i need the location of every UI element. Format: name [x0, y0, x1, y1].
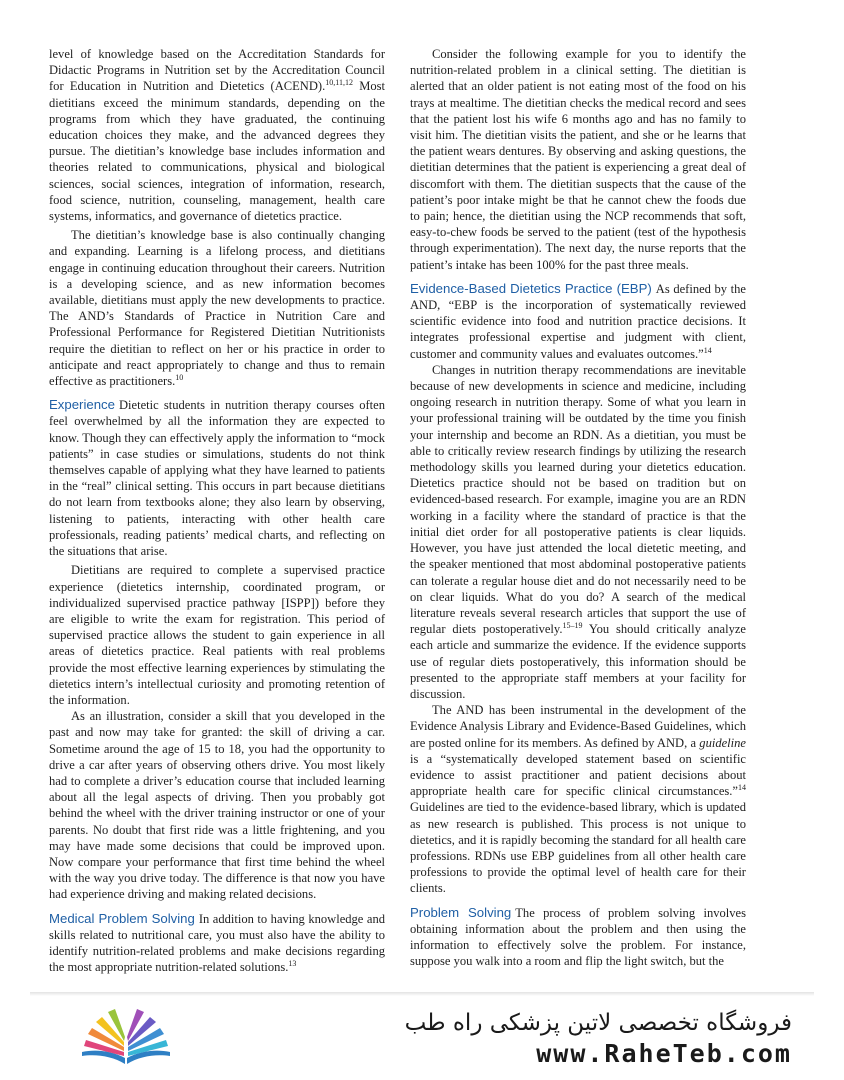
shop-banner — [0, 992, 844, 1080]
right-column — [410, 46, 746, 969]
paragraph-text: As defined by the AND, “EBP is the incorporation of systematically reviewed scientific evidence into food and nutrition practice decisions. It integrates professional expertise and judgment with client, customer and community values and evaluates outcomes.” — [410, 281, 746, 361]
citation-superscript: 10,11,12 — [325, 78, 353, 88]
citation-superscript: 13 — [288, 959, 297, 969]
paragraph-experience — [49, 397, 385, 559]
paragraph-knowledge-base — [49, 227, 385, 389]
left-column — [49, 46, 385, 975]
section-heading-ebp: Evidence-Based Dietetics Practice (EBP) — [410, 280, 652, 296]
emphasized-term: guideline — [699, 735, 746, 750]
paragraph-medical-problem-solving — [49, 911, 385, 976]
paragraph-text: Consider the following example for you to identify the nutrition-related problem in a clinical setting. The dietitian is alerted that an older patient is not eating most of the food on his trays at mealtime. The dietitian checks the medical record and sees that the patient lost his wife 6 months ago and has no family to visit him. The dietitian visits the patient, and she or he learns that the patient wears dentures. By observing and asking questions, the dietitian determines that the patient is experiencing a great deal of discomfort with them. The dietitian suspects that the cause of the patient’s poor intake might be that he cannot chew the foods due to pain; hence, the dietitian using the NCP recommends that soft, easy-to-chew foods be served to the patient (test of the hypothesis through experimentation). The next day, the nurse reports that the patient’s intake has been 100% for the past three meals. — [410, 47, 746, 272]
paragraph-evidence-library — [410, 702, 746, 896]
paragraph-text: Changes in nutrition therapy recommendations are inevitable because of new developments in science and medicine, including ongoing research in nutrition therapy. Some of what you learn in your professional training will be outdated by the time you finish your internship and become an RDN. As a dietitian, you must be able to critically review research findings by utilizing the research methodology skills you learned during your dietetics education. Dietetics practice should not be based on tradition but on evidenced-based research. For example, imagine you are an RDN working in a facility where the standard of practice is that the initial diet order for all postoperative patients is clear liquids. However, you have just attended the local dietetic meeting, and the speaker mentioned that most abdominal postoperative patients can tolerate a regular house diet and do not necessarily need to be on clear liquids. What do you do? A search of the medical literature reveals several research articles that support the use of regular diets postoperatively. — [410, 362, 746, 637]
citation-superscript: 14 — [703, 345, 712, 355]
citation-superscript: 10 — [175, 373, 184, 383]
paragraph-text: The dietitian’s knowledge base is also continually changing and expanding. Learning is a lifelong process, and dietitians engage in continuing education throughout their careers. Nutrition is a developing science, and as new information becomes available, dietitians must apply the new developments to practice. The AND’s Standards of Practice in Nutrition Care and Professional Performance for Registered Dietitian Nutritionists require the dietitian to reflect on her or his practice in order to anticipate and react appropriately to change and thus to remain effective as practitioners. — [49, 228, 385, 389]
paragraph-ebp — [410, 281, 746, 362]
paragraph-supervised-practice — [49, 562, 385, 708]
paragraph-recommendation-changes — [410, 362, 746, 702]
paragraph-text: In addition to having knowledge and skills related to nutritional care, you must also have the ability to identify nutrition-related problems and make decisions regarding the most appropriate nutrition-related solutions. — [49, 911, 385, 975]
paragraph-driving-illustration — [49, 708, 385, 902]
section-heading-experience: Experience — [49, 397, 115, 413]
paragraph-text: You should critically analyze each article and summarize the evidence. If the evidence supports use of regular diets postoperatively, this information should be presented to the appropriate staff members at your facility for discussion. — [410, 622, 746, 701]
open-book-logo-icon — [78, 1006, 174, 1068]
paragraph-text: Most dietitians exceed the minimum standards, depending on the programs from which they have graduated, the continuing education choices they make, and the advanced degrees they pursue. The dietitian’s knowledge base includes information and theories related to communications, physical and biological sciences, social sciences, integration of information, research, food science, nutrition, counseling, management, health care systems, informatics, and governance of dietetics practice. — [49, 79, 386, 224]
paragraph-text: The AND has been instrumental in the development of the Evidence Analysis Library and Evidence-Based Guidelines, which are posted online for its members. As defined by AND, a — [410, 703, 746, 750]
paragraph-text: is a “systematically developed statement based on scientific evidence to assist practitioner and patient decisions about appropriate health care for specific clinical circumstances.” — [410, 751, 746, 799]
paragraph-text: Guidelines are tied to the evidence-based library, which is updated as new research is published. This process is not unique to dietetics, and it is rapidly becoming the standard for all health care professions. RDNs use EBP guidelines from all other health care professions to provide the optimal level of health care for their clients. — [410, 800, 746, 896]
shop-url[interactable]: www.RaheTeb.com — [536, 1039, 792, 1068]
paragraph-text: The process of problem solving involves obtaining information about the problem and then using the information to effectively solve the problem. For instance, suppose you walk into a room and flip the light switch, but the — [410, 905, 746, 969]
shop-name: فروشگاه تخصصی لاتین پزشکی راه طب — [404, 1010, 792, 1036]
citation-superscript: 15–19 — [562, 621, 583, 631]
paragraph-clinical-example — [410, 46, 746, 273]
section-heading-problem-solving: Problem Solving — [410, 904, 512, 920]
paragraph-text: As an illustration, consider a skill that you developed in the past and now may take for granted: the skill of driving a car. Sometime around the age of 15 to 18, you had the opportunity to drive a car after years of observing others drive. You most likely had to complete a driver’s education course that included learning about all the legal aspects of driving. Then you probably got behind the wheel with the driver training instructor or one of your parents. No doubt that first ride was a little frightening, and you may have made some decisions that could be improved upon. Now compare your performance that first time behind the wheel with the way you drive today. The difference is that now you have had experience driving and making related decisions. — [49, 709, 385, 902]
section-heading-medical-problem-solving: Medical Problem Solving — [49, 910, 195, 926]
paragraph-acend — [49, 46, 385, 224]
paragraph-problem-solving — [410, 905, 746, 970]
paragraph-text: Dietetic students in nutrition therapy courses often feel overwhelmed by all the information they are expected to know. Though they can effectively apply the information to “mock patients” in case studies or simulations, students do not think themselves capable of applying what they have learned to patients in the “real” clinical setting. This occurs in part because dietitians do not learn from textbooks alone; they also learn by observing, listening to patients, interacting with other health care professionals, reading patients’ medical charts, and reflecting on the situations that arise. — [49, 398, 385, 559]
paragraph-text: level of knowledge based on the Accreditation Standards for Didactic Programs in Nutrition set by the Accreditation Council for Education in Nutrition and Dietetics (ACEND). — [49, 47, 385, 94]
paragraph-text: Dietitians are required to complete a supervised practice experience (dietetics internship, coordinated program, or individualized supervised practice pathway [ISPP]) before they are eligible to write the exam for registration. This period of supervised practice allows the student to gain experience in all areas of dietetics practice. Real patients with real problems provide the most effective learning experiences by stimulating the dietetics intern’s intellectual curiosity and promoting retention of the information. — [49, 563, 385, 707]
citation-superscript: 14 — [738, 783, 746, 793]
